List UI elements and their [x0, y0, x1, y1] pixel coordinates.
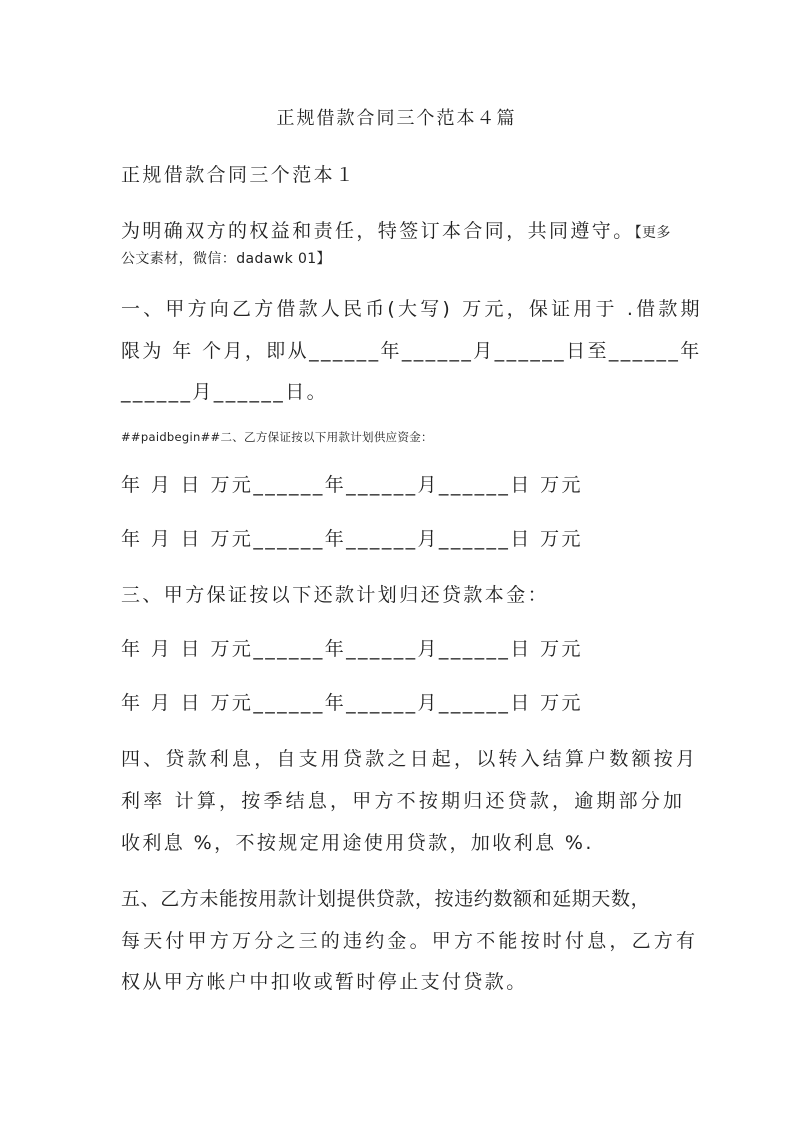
clause-5-line-2: 每天付甲方万分之三的违约金。甲方不能按时付息，乙方有 — [121, 930, 699, 952]
promo-note: 【更多 — [634, 225, 671, 241]
clause-5-line-1: 五、乙方未能按用款计划提供贷款，按违约数额和延期天数， — [121, 888, 651, 910]
clause-4-line-2: 利率 计算，按季结息，甲方不按期归还贷款，逾期部分加 — [121, 790, 686, 812]
clause-1-line-3: ______月______日。 — [121, 381, 329, 403]
clause-3-row-1: 年 月 日 万元______年______月______日 万元 — [121, 638, 583, 660]
promo-note-continued: 公文素材，微信：dadawk 01】 — [121, 251, 331, 267]
clause-1-line-2: 限为 年 个月，即从______年______月______日至______年 — [121, 340, 702, 362]
clause-2-row-1: 年 月 日 万元______年______月______日 万元 — [121, 474, 583, 496]
clause-2-row-2: 年 月 日 万元______年______月______日 万元 — [121, 528, 583, 550]
document-title: 正规借款合同三个范本４篇 — [276, 108, 517, 129]
section-heading: 正规借款合同三个范本１ — [121, 164, 357, 186]
clause-1-line-1: 一、甲方向乙方借款人民币(大写) 万元，保证用于 .借款期 — [121, 298, 703, 320]
clause-2-heading: ##paidbegin##二、乙方保证按以下用款计划供应资金： — [121, 430, 433, 444]
clause-5-line-3: 权从甲方帐户中扣收或暂时停止支付贷款。 — [121, 971, 528, 993]
clause-3-row-2: 年 月 日 万元______年______月______日 万元 — [121, 692, 583, 714]
clause-4-line-1: 四、贷款利息，自支用贷款之日起，以转入结算户数额按月 — [121, 748, 699, 770]
clause-3-heading: 三、甲方保证按以下还款计划归还贷款本金： — [121, 584, 550, 606]
clause-4-line-3: 收利息 %，不按规定用途使用贷款，加收利息 %. — [121, 832, 594, 854]
intro-paragraph — [121, 216, 681, 243]
intro-text: 为明确双方的权益和责任，特签订本合同，共同遵守。 — [121, 220, 635, 242]
